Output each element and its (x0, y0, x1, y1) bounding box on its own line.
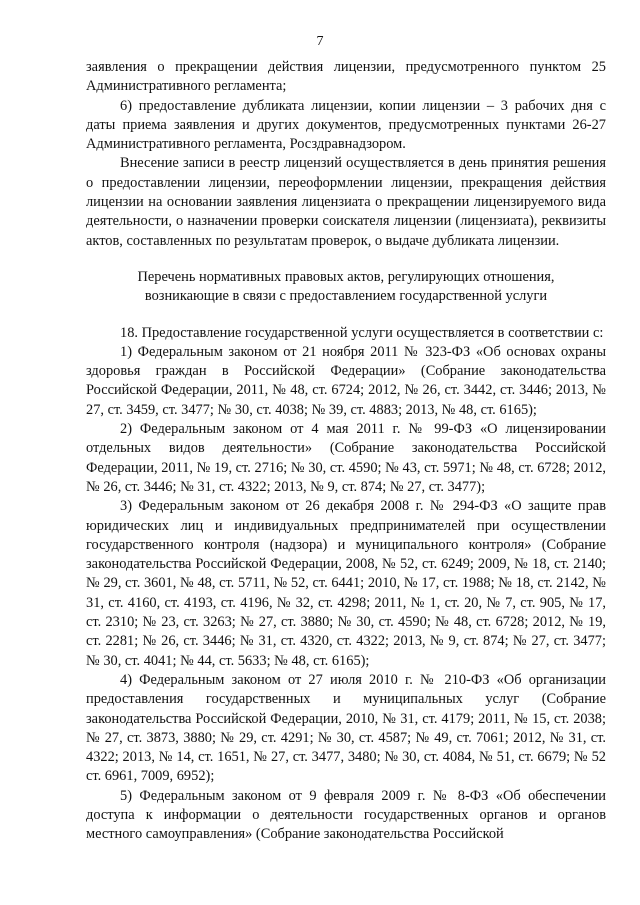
paragraph-item-6: 6) предоставление дубликата лицензии, копии лицензии – 3 рабочих дня с даты приема заявления и других документов, предусмотренных пунктами 26-27 Административного регламента, Росздравнадзором. (86, 97, 606, 153)
spacer (86, 251, 606, 268)
list-item-law-2: 2) Федеральным законом от 4 мая 2011 г. № 99-ФЗ «О лицензировании отдельных видов деятельности» (Собрание законодательства Российской Федерации, 2011, № 19, ст. 2716; № 30, ст. 4590; № 43, ст. 5971; № 48, ст. 6728; 2012, № 26, ст. 3446; № 31, ст. 4322; 2013, № 9, ст. 874; № 27, ст. 3477); (86, 421, 606, 495)
paragraph-continuation: заявления о прекращении действия лицензии, предусмотренного пунктом 25 Административного регламента; (86, 59, 606, 95)
list-item-law-4: 4) Федеральным законом от 27 июля 2010 г. № 210-ФЗ «Об организации предоставления государственных и муниципальных услуг (Собрание законодательства Российской Федерации, 2010, № 31, ст. 4179; 2011, № 15, ст. 2038; № 27, ст. 3873, 3880; № 29, ст. 4291; № 30, ст. 4587; № 49, ст. 7061; 2012, № 31, ст. 4322; 2013, № 14, ст. 1651, № 27, ст. 3477, 3480; № 30, ст. 4084, № 51, ст. 6679; № 52 ст. 6961, 7009, 6952); (86, 671, 606, 785)
list-item-law-5: 5) Федеральным законом от 9 февраля 2009 г. № 8-ФЗ «Об обеспечении доступа к информации о деятельности государственных органов и органов местного самоуправления» (Собрание законодательства Российской (86, 787, 606, 843)
section-heading (86, 268, 606, 307)
section-heading-line-2: возникающие в связи с предоставлением государственной услуги (144, 288, 548, 305)
list-item-law-3: 3) Федеральным законом от 26 декабря 2008 г. № 294-ФЗ «О защите прав юридических лиц и индивидуальных предпринимателей при осуществлении государственного контроля (надзора) и муниципального контроля» (Собрание законодательства Российской Федерации, 2008, № 52, ст. 6249; 2009, № 18, ст. 2140; № 29, ст. 3601, № 48, ст. 5711, № 52, ст. 6441; 2010, № 17, ст. 1988; № 18, ст. 2142, № 31, ст. 4160, ст. 4193, ст. 4196, № 32, ст. 4298; 2011, № 1, ст. 20, № 7, ст. 905, № 17, ст. 2310; № 23, ст. 3263; № 27, ст. 3880; № 30, ст. 4590; № 48, ст. 6728; 2012, № 19, ст. 2281; № 26, ст. 3446; № 31, ст. 4320, ст. 4322; 2013, № 9, ст. 874; № 27, ст. 3477; № 30, ст. 4041; № 44, ст. 5633; № 48, ст. 6165); (86, 498, 606, 669)
spacer (86, 307, 606, 324)
section-heading-line-1: Перечень нормативных правовых актов, регулирующих отношения, (137, 268, 555, 285)
paragraph-18: 18. Предоставление государственной услуги осуществляется в соответствии с: (120, 324, 604, 341)
list-item-law-1: 1) Федеральным законом от 21 ноября 2011 № 323-ФЗ «Об основах охраны здоровья граждан в Российской Федерации» (Собрание законодательства Российской Федерации, 2011, № 48, ст. 6724; 2012, № 26, ст. 3442, ст. 3446; 2013, № 27, ст. 3459, ст. 3477; № 30, ст. 4038; № 39, ст. 4883; 2013, № 48, ст. 6165); (86, 343, 606, 418)
document-body (86, 58, 606, 845)
paragraph-registry-entry: Внесение записи в реестр лицензий осуществляется в день принятия решения о предоставлении лицензии, переоформлении лицензии, прекращения действия лицензии на основании заявления лицензиата о прекращении лицензируемого вида деятельности, о назначении проверки соискателя лицензии (лицензиата), реквизиты актов, составленных по результатам проверок, о выдаче дубликата лицензии. (86, 155, 606, 249)
page-number: 7 (316, 34, 324, 49)
